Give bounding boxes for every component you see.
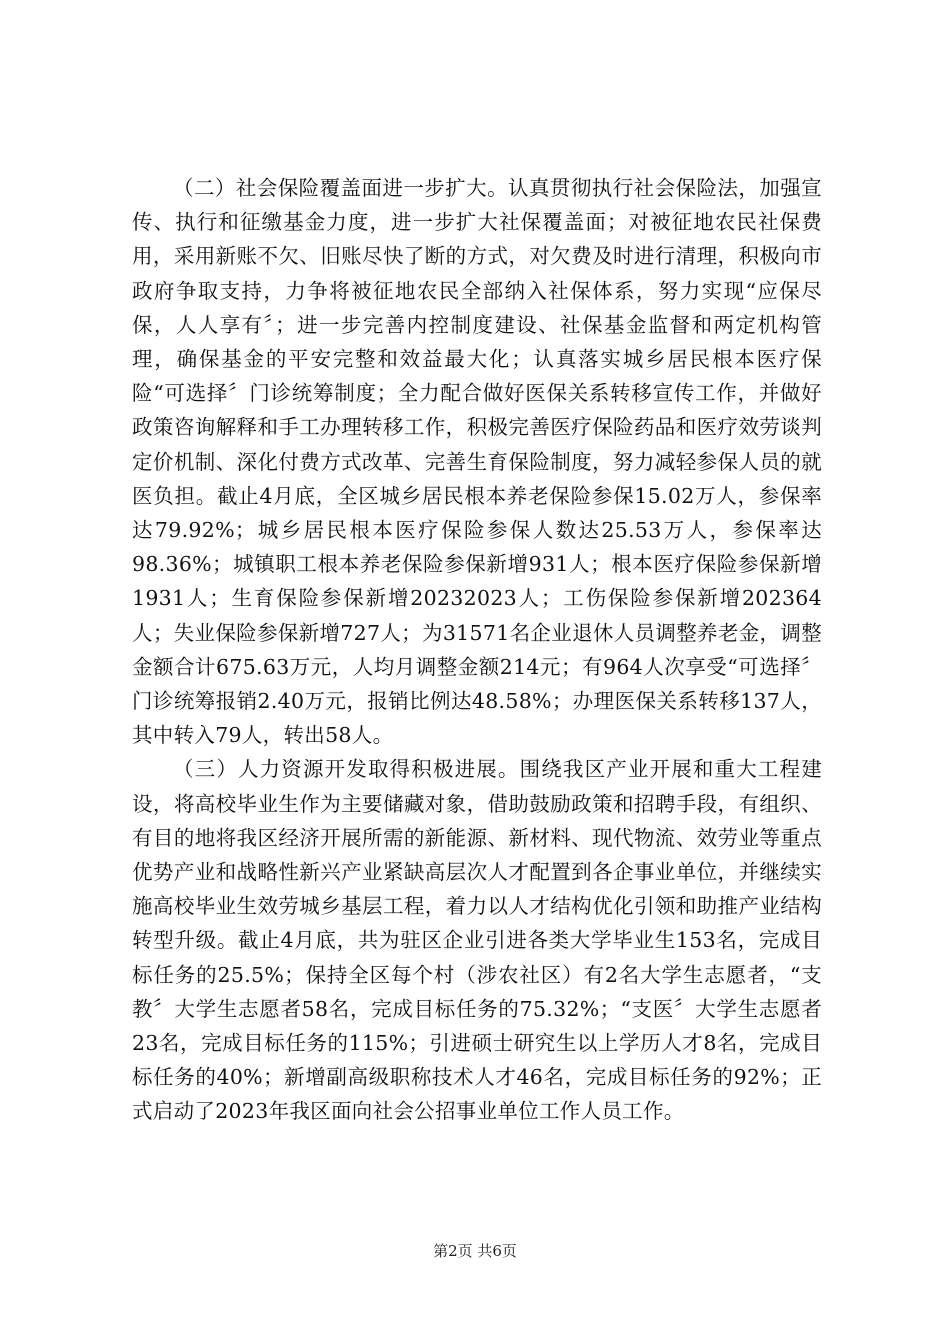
paragraph-human-resources: （三）人力资源开发取得积极进展。围绕我区产业开展和重大工程建设，将高校毕业生作为主要储藏对象，借助鼓励政策和招聘手段，有组织、有目的地将我区经济开展所需的新能源、新材料、现代物流、效劳业等重点优势产业和战略性新兴产业紧缺高层次人才配置到各企事业单位，并继续实施高校毕业生效劳城乡基层工程，着力以人才结构优化引领和助推产业结构转型升级。截止4月底，共为驻区企业引进各类大学毕业生153名，完成目标任务的25.5%；保持全区每个村（涉农社区）有2名大学生志愿者，“支教〞大学生志愿者58名，完成目标任务的75.32%；“支医〞大学生志愿者23名，完成目标任务的115%；引进硕士研究生以上学历人才8名，完成目标任务的40%；新增副高级职称技术人才46名，完成目标任务的92%；正式启动了2023年我区面向社会公招事业单位工作人员工作。 — [132, 757, 822, 1124]
document-body — [132, 171, 822, 1129]
paragraph-social-insurance: （二）社会保险覆盖面进一步扩大。认真贯彻执行社会保险法，加强宣传、执行和征缴基金力度，进一步扩大社保覆盖面；对被征地农民社保费用，采用新账不欠、旧账尽快了断的方式，对欠费及时进行清理，积极向市政府争取支持，力争将被征地农民全部纳入社保体系，努力实现“应保尽保，人人享有〞；进一步完善内控制度建设、社保基金监督和两定机构管理，确保基金的平安完整和效益最大化；认真落实城乡居民根本医疗保险“可选择〞门诊统筹制度；全力配合做好医保关系转移宣传工作，并做好政策咨询解释和手工办理转移工作，积极完善医疗保险药品和医疗效劳谈判定价机制、深化付费方式改革、完善生育保险制度，努力减轻参保人员的就医负担。截止4月底，全区城乡居民根本养老保险参保15.02万人，参保率达79.92%；城乡居民根本医疗保险参保人数达25.53万人，参保率达98.36%；城镇职工根本养老保险参保新增931人；根本医疗保险参保新增1931人；生育保险参保新增20232023人；工伤保险参保新增202364人；失业保险参保新增727人；为31571名企业退休人员调整养老金，调整金额合计675.63万元，人均月调整金额214元；有964人次享受“可选择〞门诊统筹报销2.40万元，报销比例达48.58%；办理医保关系转移137人，其中转入79人，转出58人。 — [132, 176, 822, 748]
page-footer: 第2页 共6页 — [433, 1242, 517, 1260]
